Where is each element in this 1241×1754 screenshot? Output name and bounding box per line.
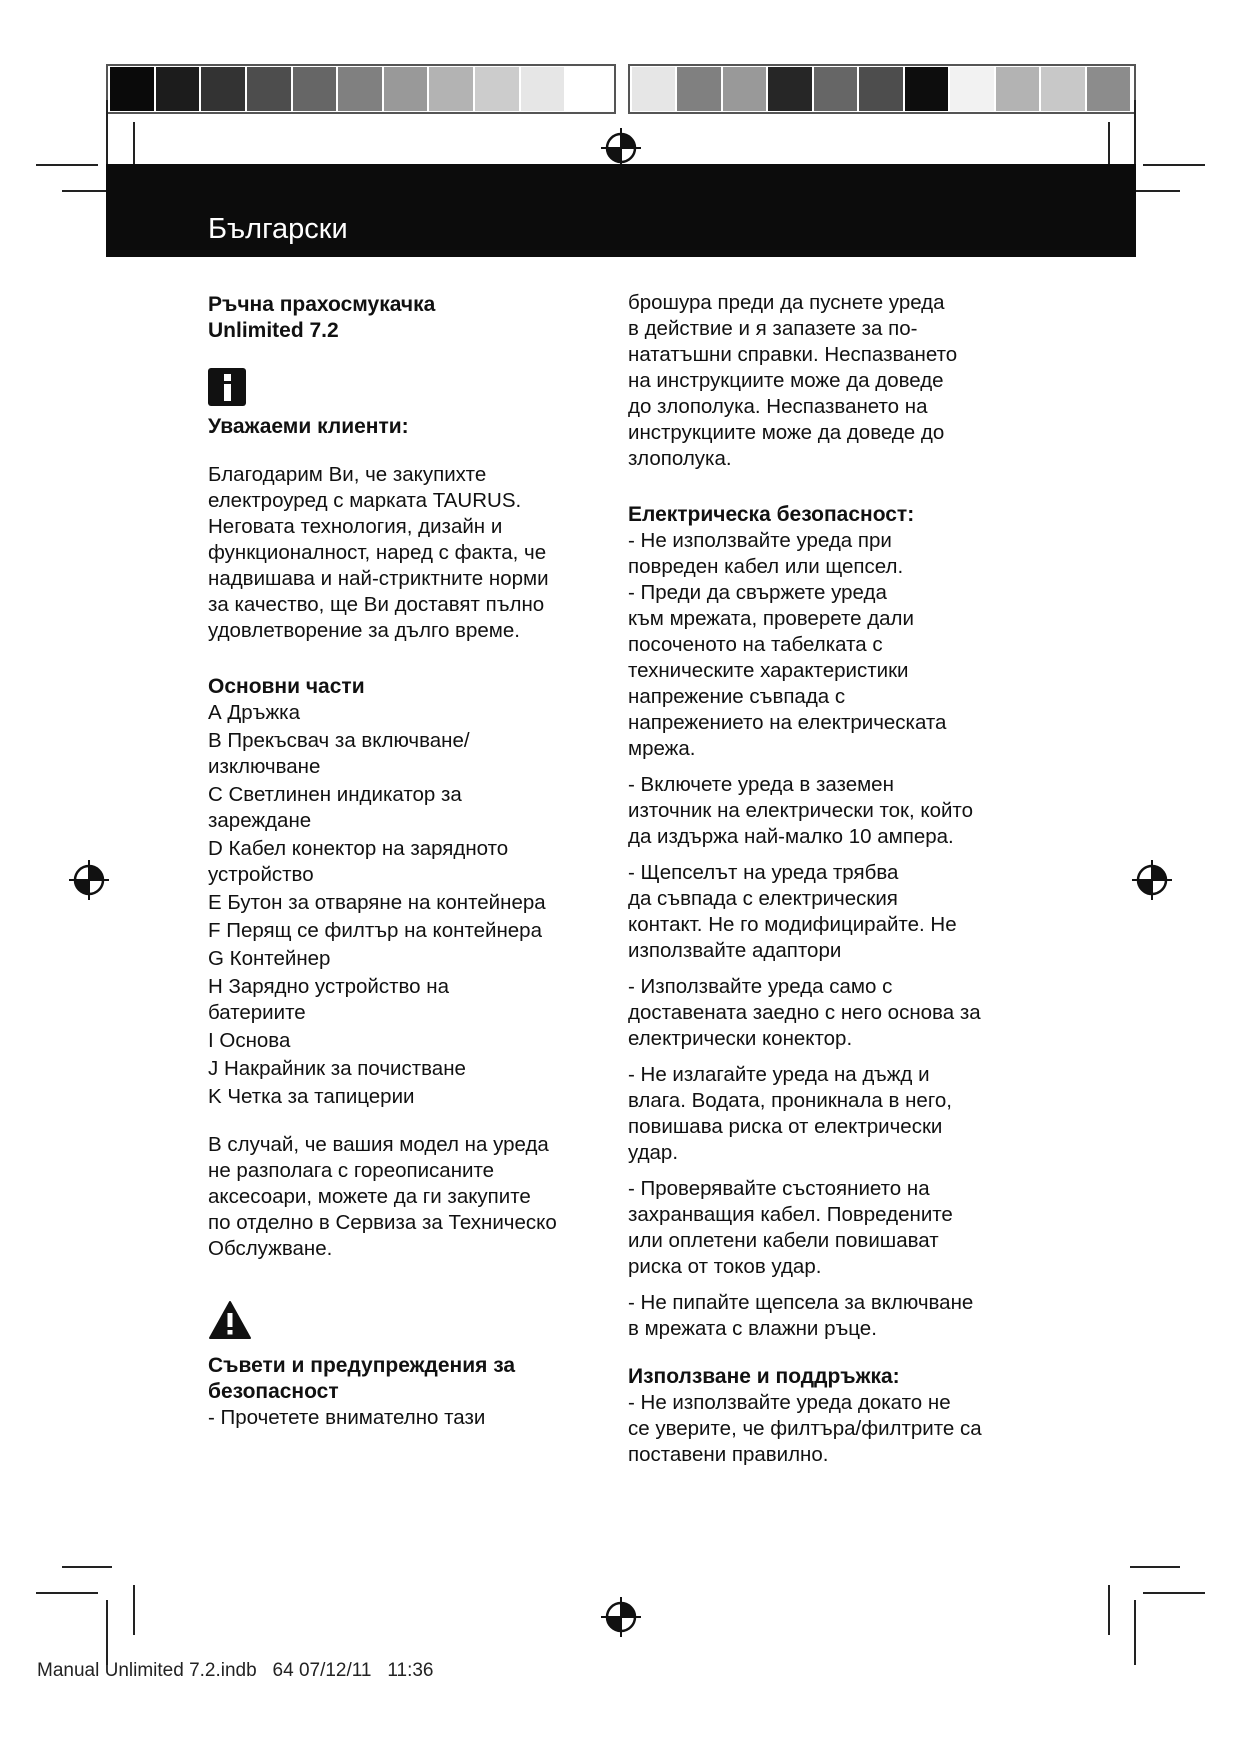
list-item-line: мрежа. bbox=[628, 737, 696, 760]
text-line: за качество, ще Ви доставят пълно bbox=[208, 593, 545, 616]
list-item bbox=[208, 946, 588, 972]
list-item-line: G Контейнер bbox=[208, 947, 331, 970]
text-line: в действие и я запазете за по- bbox=[628, 317, 918, 340]
list-item-line: влага. Водата, проникнала в него, bbox=[628, 1089, 952, 1112]
text-line: електроуред с марката TAURUS. bbox=[208, 489, 522, 512]
text-line: надвишава и най-стриктните норми bbox=[208, 567, 549, 590]
color-swatch bbox=[905, 67, 948, 111]
text-line: удовлетворение за дълго време. bbox=[208, 619, 520, 642]
list-item-line: зареждане bbox=[208, 809, 312, 832]
list-item bbox=[628, 1290, 1028, 1342]
accessories-paragraph bbox=[208, 1132, 588, 1262]
info-icon bbox=[208, 368, 246, 406]
list-item-line: - Щепселът на уреда трябва bbox=[628, 861, 899, 884]
list-item-line: напрежението на електрическата bbox=[628, 711, 947, 734]
list-item-line: H Зарядно устройство на bbox=[208, 975, 449, 998]
list-item-line: използвайте адаптори bbox=[628, 939, 842, 962]
crop-mark bbox=[106, 1600, 108, 1665]
crop-mark bbox=[133, 1585, 135, 1635]
list-item bbox=[628, 974, 1028, 1052]
list-item-line: да издържа най-малко 10 ампера. bbox=[628, 825, 954, 848]
slug-page: 64 bbox=[272, 1660, 294, 1681]
list-item bbox=[208, 836, 588, 888]
list-item bbox=[208, 728, 588, 780]
list-item-line: към мрежата, проверете дали bbox=[628, 607, 914, 630]
list-item-line: E Бутон за отваряне на контейнера bbox=[208, 891, 546, 914]
list-item bbox=[208, 700, 588, 726]
list-item bbox=[628, 1062, 1028, 1166]
text-line: - Не използвайте уреда докато не bbox=[628, 1391, 951, 1414]
text-line: Неговата технология, дизайн и bbox=[208, 515, 503, 538]
list-item-line: удар. bbox=[628, 1141, 679, 1164]
registration-mark-icon bbox=[601, 1597, 641, 1637]
list-item-line: контакт. Не го модифицирайте. Не bbox=[628, 913, 957, 936]
text-line: аксесоари, можете да ги закупите bbox=[208, 1185, 531, 1208]
color-swatch bbox=[996, 67, 1039, 111]
crop-mark bbox=[1134, 1600, 1136, 1665]
text-line: по отделно в Сервиза за Техническо bbox=[208, 1211, 557, 1234]
list-item-line: B Прекъсвач за включване/ bbox=[208, 729, 470, 752]
color-swatch bbox=[247, 67, 291, 111]
list-item-line: повишава риска от електрически bbox=[628, 1115, 943, 1138]
list-item bbox=[208, 1028, 588, 1054]
product-title-line-2: Unlimited 7.2 bbox=[208, 319, 339, 342]
color-swatch bbox=[110, 67, 154, 111]
list-item bbox=[628, 860, 1028, 964]
usage-heading: Използване и поддръжка: bbox=[628, 1365, 900, 1388]
language-title: Български bbox=[208, 213, 348, 245]
text-line: Благодарим Ви, че закупихте bbox=[208, 463, 487, 486]
slug-file: Manual Unlimited 7.2.indb bbox=[37, 1660, 257, 1681]
text-line: Обслужване. bbox=[208, 1237, 333, 1260]
list-item-line: - Не използвайте уреда при bbox=[628, 529, 892, 552]
list-item-line: устройство bbox=[208, 863, 314, 886]
color-swatch bbox=[566, 67, 610, 111]
list-item bbox=[208, 974, 588, 1026]
crop-mark bbox=[1134, 100, 1136, 165]
list-item-line: източник на електрически ток, който bbox=[628, 799, 973, 822]
safety-first-line: - Прочетете внимателно тази bbox=[208, 1406, 486, 1429]
list-item-line: - Не излагайте уреда на дъжд и bbox=[628, 1063, 930, 1086]
registration-mark-icon bbox=[69, 860, 109, 900]
color-swatch bbox=[632, 67, 675, 111]
list-item-line: техническите характеристики bbox=[628, 659, 909, 682]
list-item-line: А Дръжка bbox=[208, 701, 300, 724]
list-item bbox=[208, 1056, 588, 1082]
text-line: брошура преди да пуснете уреда bbox=[628, 291, 945, 314]
crop-mark bbox=[36, 1592, 98, 1594]
list-item-line: - Включете уреда в заземен bbox=[628, 773, 894, 796]
list-item bbox=[628, 1176, 1028, 1280]
list-item-line: F Перящ се филтър на контейнера bbox=[208, 919, 542, 942]
text-line: поставени правилно. bbox=[628, 1443, 829, 1466]
list-item bbox=[628, 772, 1028, 850]
right-column bbox=[628, 290, 1028, 1468]
electrical-safety-heading: Електрическа безопасност: bbox=[628, 503, 915, 526]
print-slug bbox=[37, 1660, 434, 1682]
list-item bbox=[208, 1084, 588, 1110]
crop-mark bbox=[1130, 190, 1180, 192]
list-item-line: повреден кабел или щепсел. bbox=[628, 555, 904, 578]
list-item-line: или оплетени кабели повишават bbox=[628, 1229, 939, 1252]
list-item-line: батериите bbox=[208, 1001, 306, 1024]
crop-mark bbox=[1130, 1566, 1180, 1568]
safety-intro-paragraph bbox=[628, 290, 1028, 472]
crop-mark bbox=[1108, 1585, 1110, 1635]
safety-heading-line-1: Съвети и предупреждения за bbox=[208, 1354, 516, 1377]
text-line: не разполага с гореописаните bbox=[208, 1159, 495, 1182]
color-swatch bbox=[293, 67, 337, 111]
warning-icon bbox=[208, 1300, 252, 1340]
list-item-line: - Не пипайте щепсела за включване bbox=[628, 1291, 974, 1314]
list-item bbox=[628, 528, 1028, 762]
list-item-line: - Използвайте уреда само с bbox=[628, 975, 893, 998]
color-swatch bbox=[475, 67, 519, 111]
list-item bbox=[208, 918, 588, 944]
text-line: инструкциите може да доведе до bbox=[628, 421, 945, 444]
list-item-line: риска от токов удар. bbox=[628, 1255, 822, 1278]
electrical-safety-list bbox=[628, 528, 1028, 1342]
list-item bbox=[208, 890, 588, 916]
color-swatch bbox=[429, 67, 473, 111]
color-swatch bbox=[156, 67, 200, 111]
color-swatch bbox=[768, 67, 811, 111]
text-line: функционалност, наред с факта, че bbox=[208, 541, 547, 564]
text-line: В случай, че вашия модел на уреда bbox=[208, 1133, 549, 1156]
crop-mark bbox=[62, 1566, 112, 1568]
text-line: до злополука. Неспазването на bbox=[628, 395, 928, 418]
crop-mark bbox=[36, 164, 98, 166]
list-item-line: D Кабел конектор на зарядното bbox=[208, 837, 509, 860]
registration-mark-icon bbox=[1132, 860, 1172, 900]
text-line: злополука. bbox=[628, 447, 732, 470]
color-swatch bbox=[859, 67, 902, 111]
safety-heading-line-2: безопасност bbox=[208, 1380, 339, 1403]
text-line: нататъшни справки. Неспазването bbox=[628, 343, 958, 366]
list-item-line: напрежение съвпада с bbox=[628, 685, 846, 708]
left-column bbox=[208, 292, 588, 1431]
color-swatch bbox=[814, 67, 857, 111]
slug-time: 11:36 bbox=[387, 1660, 434, 1681]
list-item-line: да съвпада с електрическия bbox=[628, 887, 898, 910]
product-title-line-1: Ръчна прахосмукачка bbox=[208, 293, 436, 316]
color-swatch bbox=[950, 67, 993, 111]
list-item-line: J Накрайник за почистване bbox=[208, 1057, 466, 1080]
list-item-line: в мрежата с влажни ръце. bbox=[628, 1317, 877, 1340]
list-item-line: електрически конектор. bbox=[628, 1027, 853, 1050]
color-swatch bbox=[201, 67, 245, 111]
text-line: на инструкциите може да доведе bbox=[628, 369, 944, 392]
list-item-line: - Проверявайте състоянието на bbox=[628, 1177, 930, 1200]
list-item-line: C Светлинен индикатор за bbox=[208, 783, 462, 806]
color-swatch bbox=[677, 67, 720, 111]
list-item-line: изключване bbox=[208, 755, 321, 778]
slug-date: 07/12/11 bbox=[298, 1660, 372, 1681]
list-item-line: - Преди да свържете уреда bbox=[628, 581, 887, 604]
crop-mark bbox=[1143, 164, 1205, 166]
thanks-paragraph bbox=[208, 462, 588, 644]
color-swatch bbox=[338, 67, 382, 111]
parts-heading: Основни части bbox=[208, 675, 365, 698]
color-swatch bbox=[521, 67, 565, 111]
color-swatch bbox=[1087, 67, 1130, 111]
parts-list bbox=[208, 700, 588, 1110]
crop-mark bbox=[62, 190, 112, 192]
dear-customers-heading: Уважаеми клиенти: bbox=[208, 415, 409, 438]
list-item bbox=[208, 782, 588, 834]
list-item-line: посоченото на табелката с bbox=[628, 633, 883, 656]
list-item-line: K Четка за тапицерии bbox=[208, 1085, 415, 1108]
color-swatch bbox=[384, 67, 428, 111]
color-swatch bbox=[1041, 67, 1084, 111]
crop-mark bbox=[106, 100, 108, 165]
usage-paragraph bbox=[628, 1390, 1028, 1468]
list-item-line: доставената заедно с него основа за bbox=[628, 1001, 981, 1024]
list-item-line: захранващия кабел. Повредените bbox=[628, 1203, 953, 1226]
registration-mark-icon bbox=[601, 128, 641, 168]
list-item-line: I Основа bbox=[208, 1029, 291, 1052]
color-swatch bbox=[723, 67, 766, 111]
crop-mark bbox=[1143, 1592, 1205, 1594]
text-line: се уверите, че филтъра/филтрите са bbox=[628, 1417, 982, 1440]
